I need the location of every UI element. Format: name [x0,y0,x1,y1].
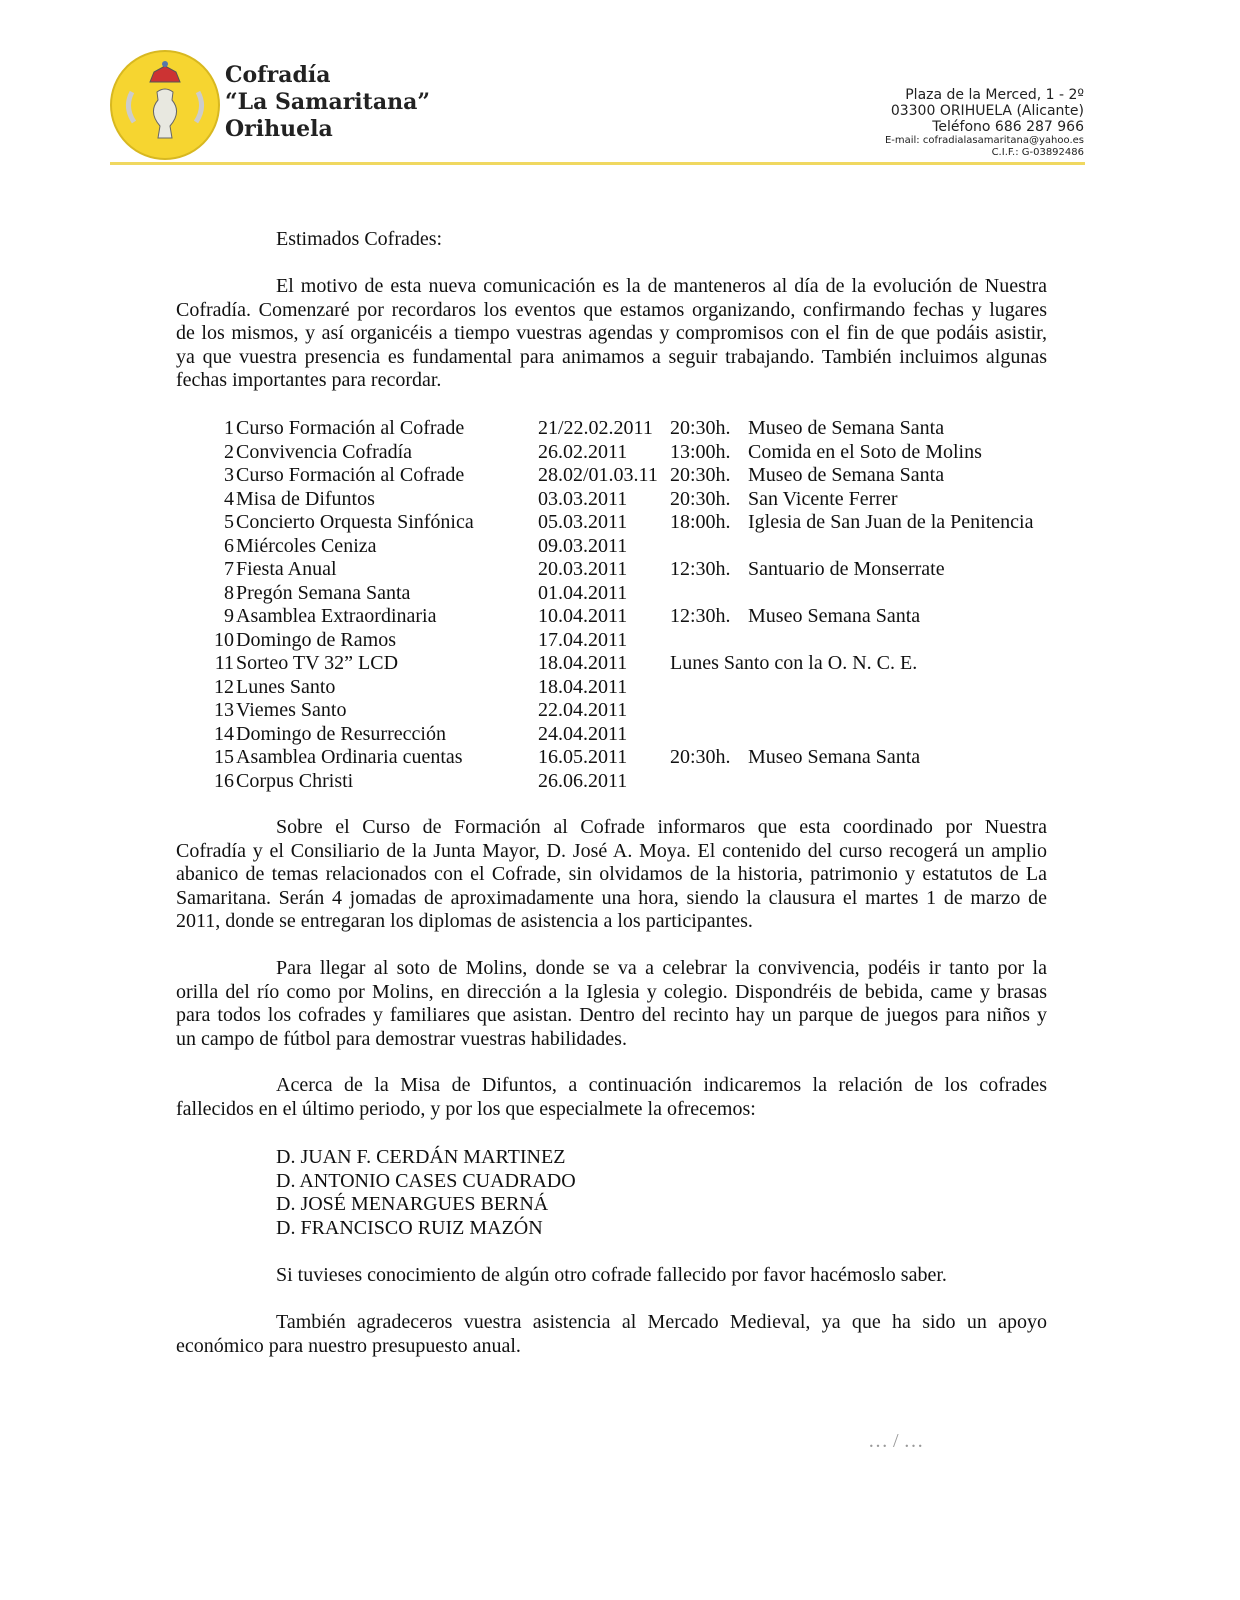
event-date: 26.06.2011 [538,769,628,792]
event-date: 22.04.2011 [538,699,628,721]
event-number: 9 [224,605,234,627]
text-line: fallecidos en el último periodo, y por los que especialmete la ofrecemos: [176,1097,756,1120]
event-time: 20:30h. [670,487,731,510]
text-line: 2011, donde se entregaran los diplomas de asistencia a los participantes. [176,910,753,932]
event-date: 17.04.2011 [538,628,628,651]
event-place: San Vicente Ferrer [748,487,898,510]
event-number: 15 [214,746,234,768]
event-date: 28.02/01.03.11 [538,464,658,486]
event-number: 2 [224,440,234,463]
event-name: Asamblea Ordinaria cuentas [236,746,463,768]
event-time: 18:00h. [670,511,731,533]
text-line: de los mismos, y así organicéis a tiempo vuestras agendas y compromisos con el fin de que podáis asistir, [176,322,1047,344]
event-name: Pregón Semana Santa [236,581,411,604]
event-time: 12:30h. [670,605,731,627]
event-name: Viemes Santo [236,699,347,721]
event-name: Lunes Santo [236,675,336,698]
event-number: 5 [224,511,234,533]
event-time: 20:30h. [670,746,731,768]
event-name: Curso Formación al Cofrade [236,417,465,439]
deceased-list [276,1146,576,1240]
paragraph-intro [176,275,1047,393]
text-line: para todos los cofrades y familiares que asistan. Dentro del recinto hay un parque de juegos para niños y [176,1004,1047,1026]
paragraph-notify [176,1264,1047,1288]
event-date: 01.04.2011 [538,581,628,604]
text-line: Samaritana. Serán 4 jomadas de aproximadamente una hora, siendo la clausura el martes 1 de marzo de [176,886,1047,909]
event-name: Domingo de Ramos [236,628,396,651]
text-line: Sobre el Curso de Formación al Cofrade informaros que esta coordinado por Nuestra [276,816,1047,838]
event-name: Concierto Orquesta Sinfónica [236,511,474,533]
event-place: Museo Semana Santa [748,605,921,627]
event-number: 14 [214,722,234,745]
deceased-name: D. ANTONIO CASES CUADRADO [276,1169,576,1192]
event-name: Misa de Difuntos [236,487,375,510]
events-table [200,417,1033,793]
text-line: económico para nuestro presupuesto anual. [176,1334,521,1357]
org-city-line: Orihuela [225,116,333,142]
event-number: 6 [224,534,234,557]
event-name: Curso Formación al Cofrade [236,464,465,486]
event-date: 21/22.02.2011 [538,417,653,439]
event-row [200,605,1033,629]
text-line: ya que vuestra presencia es fundamental para animamos a seguir trabajando. También incluimos algunas [176,345,1047,368]
event-date: 26.02.2011 [538,440,628,463]
text-line: Acerca de la Misa de Difuntos, a continuación indicaremos la relación de los cofrades [276,1074,1047,1096]
header-divider [110,162,1085,165]
event-time [670,535,748,559]
event-place: Iglesia de San Juan de la Penitencia [748,511,1034,533]
phone: Teléfono 686 287 966 [932,119,1084,135]
event-date: 18.04.2011 [538,652,628,674]
event-name: Miércoles Ceniza [236,534,377,557]
event-row [200,723,1033,747]
contact-info [885,87,1084,159]
event-number: 16 [214,769,234,792]
event-row [200,629,1033,653]
event-row [200,558,1033,582]
event-number: 1 [224,417,234,439]
event-place: Museo Semana Santa [748,746,921,768]
paragraph-thanks [176,1311,1047,1358]
samaritana-jar-emblem-icon [112,52,218,158]
event-time: 20:30h. [670,417,731,439]
event-row [200,582,1033,606]
event-place: Museo de Semana Santa [748,417,945,439]
event-row [200,770,1033,794]
event-time [670,699,748,723]
deceased-name: D. JOSÉ MENARGUES BERNÁ [276,1193,549,1215]
event-time [670,723,748,747]
event-row [200,511,1033,535]
event-date: 09.03.2011 [538,534,628,557]
event-time [670,770,748,794]
event-date: 18.04.2011 [538,675,628,698]
event-time [670,676,748,700]
event-number: 3 [224,464,234,486]
event-number: 4 [224,487,234,510]
event-number: 10 [214,628,234,651]
event-number: 12 [214,675,234,698]
event-row [200,488,1033,512]
event-place: Santuario de Monserrate [748,558,945,580]
event-row [200,464,1033,488]
event-date: 05.03.2011 [538,511,628,533]
event-place: Comida en el Soto de Molins [748,440,982,463]
event-date: 10.04.2011 [538,605,628,627]
event-date: 20.03.2011 [538,558,628,580]
event-date: 16.05.2011 [538,746,628,768]
event-row [200,441,1033,465]
text-line: Cofradía. Comenzaré por recordaros los eventos que estamos organizando, confirmando fechas y lugares [176,298,1047,321]
greeting: Estimados Cofrades: [276,228,443,250]
email: E-mail: cofradialasamaritana@yahoo.es [884,135,1084,146]
event-place: Museo de Semana Santa [748,464,945,486]
text-line: Cofradía y el Consiliario de la Junta Mayor, D. José A. Moya. El contenido del curso recogerá un amplio [176,839,1047,862]
paragraph-convivencia [176,957,1047,1051]
event-date: 24.04.2011 [538,722,628,745]
event-time [670,582,748,606]
event-name: Domingo de Resurrección [236,722,446,745]
event-row [200,417,1033,441]
text-line: Si tuvieses conocimiento de algún otro cofrade fallecido por favor hacémoslo saber. [276,1264,947,1286]
cofradia-logo [110,50,220,160]
event-name: Convivencia Cofradía [236,440,413,463]
page-continuation: … / … [868,1430,924,1452]
event-row [200,652,1033,676]
paragraph-misa [176,1074,1047,1121]
event-row [200,699,1033,723]
event-time [670,629,748,653]
event-row [200,535,1033,559]
event-number: 8 [224,581,234,604]
text-line: un campo de fútbol para demostrar vuestras habilidades. [176,1027,627,1050]
organization-name [225,62,430,143]
event-name: Corpus Christi [236,769,354,792]
text-line: El motivo de esta nueva comunicación es la de manteneros al día de la evolución de Nuestra [276,275,1047,297]
event-number: 7 [224,558,234,580]
org-name-line: Cofradía [225,62,331,88]
org-name-line: “La Samaritana” [225,89,430,115]
cif: C.I.F.: G-03892486 [991,147,1084,158]
text-line: fechas importantes para recordar. [176,369,442,391]
event-name: Sorteo TV 32” LCD [236,652,399,674]
event-name: Fiesta Anual [236,558,337,580]
event-row [200,746,1033,770]
deceased-name: D. FRANCISCO RUIZ MAZÓN [276,1216,543,1239]
paragraph-course [176,816,1047,934]
text-line: También agradeceros vuestra asistencia al Mercado Medieval, ya que ha sido un apoyo [276,1311,1047,1333]
deceased-name: D. JUAN F. CERDÁN MARTINEZ [276,1146,566,1168]
text-line: orilla del río como por Molins, en dirección a la Iglesia y colegio. Dispondréis de bebida, came y brasas [176,980,1047,1003]
event-name: Asamblea Extraordinaria [236,605,437,627]
event-time: 13:00h. [670,440,731,463]
address: Plaza de la Merced, 1 - 2º [905,87,1084,103]
city: 03300 ORIHUELA (Alicante) [890,103,1084,119]
event-row [200,676,1033,700]
event-number: 13 [214,699,234,721]
text-line: Para llegar al soto de Molins, donde se va a celebrar la convivencia, podéis ir tanto por la [276,957,1047,979]
event-date: 03.03.2011 [538,487,628,510]
event-place: Lunes Santo con la O. N. C. E. [670,652,918,674]
event-time: 20:30h. [670,464,731,486]
text-line: abanico de temas relacionados con el Cofrade, sin olvidamos de la historia, patrimonio y estatutos de La [176,863,1047,885]
event-number: 11 [214,652,234,674]
event-time: 12:30h. [670,558,731,580]
